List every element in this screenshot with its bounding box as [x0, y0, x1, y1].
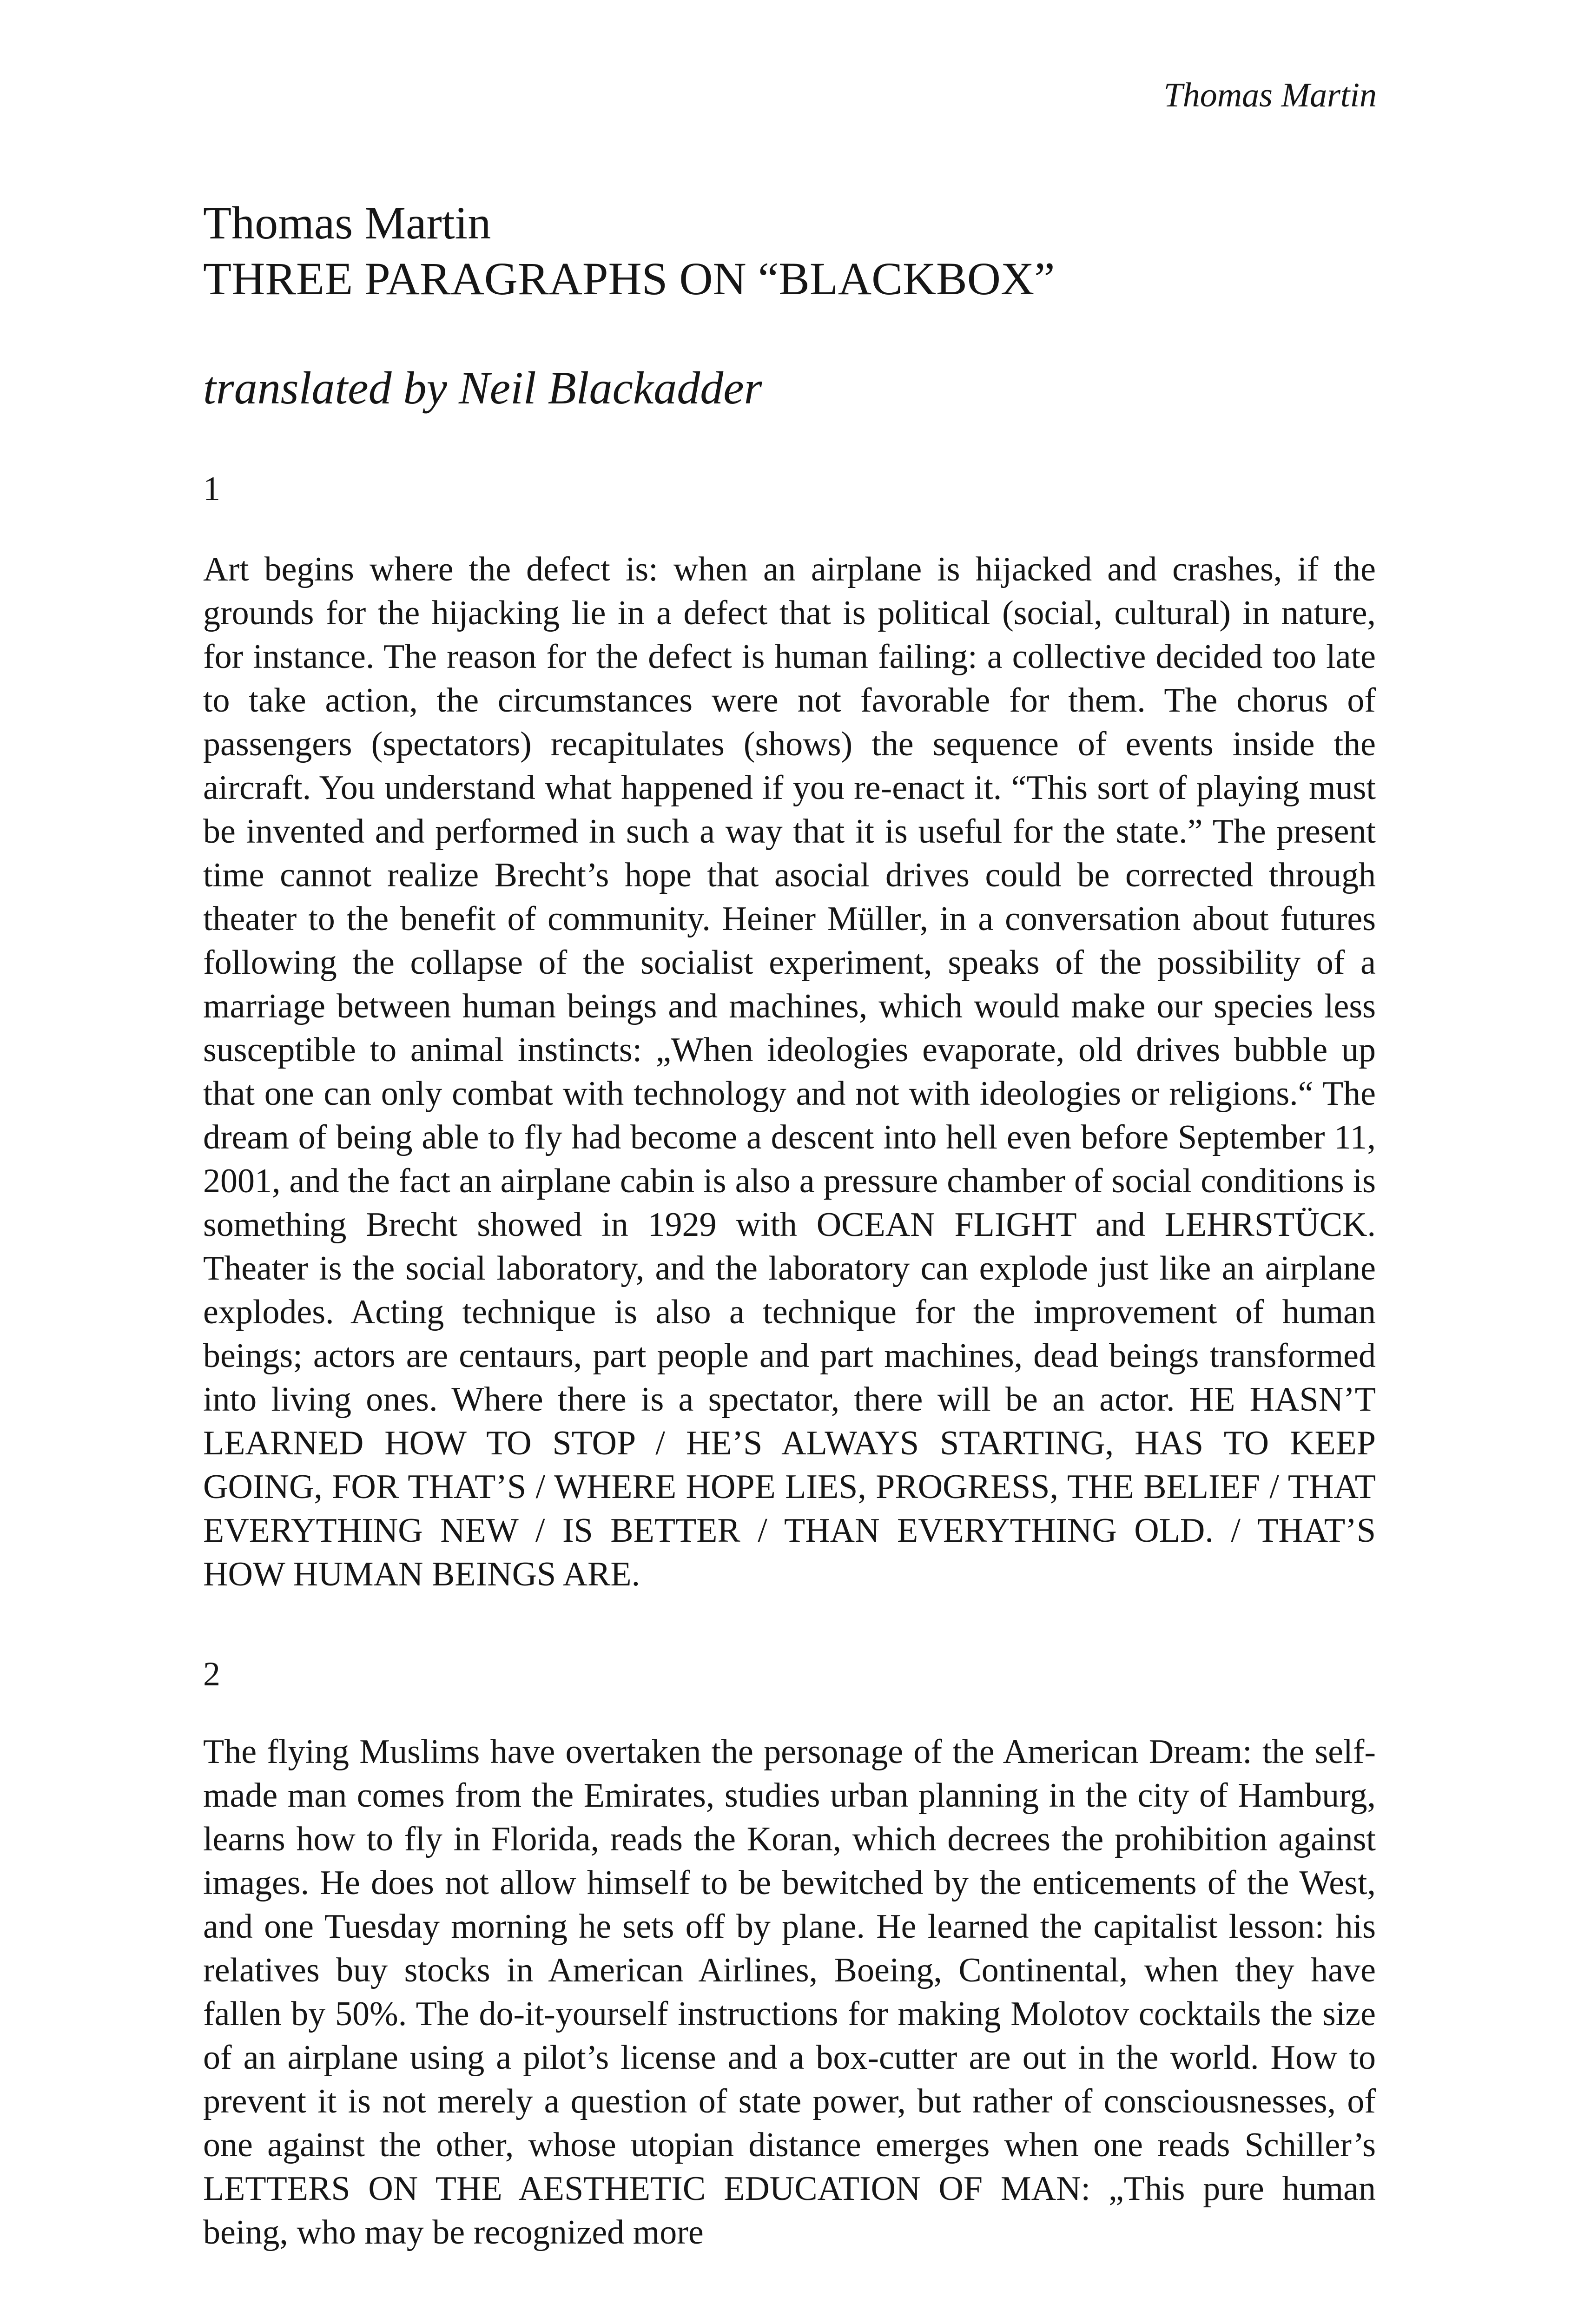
- title-block: [203, 195, 1055, 307]
- running-head: Thomas Martin: [1163, 76, 1377, 114]
- section-number-1: 1: [203, 470, 220, 508]
- section-paragraph-1: Art begins where the defect is: when an airplane is hijacked and crashes, if the grounds for the hijacking lie in a defect that is political (social, cultural) in nature, for instance. The reason for the defect is human failing: a collective decided too late to take action, the circumstances were not favorable for them. The chorus of passengers (spectators) recapitulates (shows) the sequence of events inside the aircraft. You understand what happened if you re-enact it. “This sort of playing must be invented and performed in such a way that it is useful for the state.” The present time cannot realize Brecht’s hope that asocial drives could be corrected through theater to the benefit of community. Heiner Müller, in a conversation about futures following the collapse of the socialist experiment, speaks of the possibility of a marriage between human beings and machines, which would make our species less susceptible to animal instincts: „When ideologies evaporate, old drives bubble up that one can only combat with technology and not with ideologies or religions.“ The dream of being able to fly had become a descent into hell even before September 11, 2001, and the fact an airplane cabin is also a pressure chamber of social conditions is something Brecht showed in 1929 with OCEAN FLIGHT and LEHRSTÜCK. Theater is the social laboratory, and the laboratory can explode just like an airplane explodes. Acting technique is also a technique for the improvement of human beings; actors are centaurs, part people and part machines, dead beings transformed into living ones. Where there is a spectator, there will be an actor. HE HASN’T LEARNED HOW TO STOP / HE’S ALWAYS STARTING, HAS TO KEEP GOING, FOR THAT’S / WHERE HOPE LIES, PROGRESS, THE BELIEF / THAT EVERYTHING NEW / IS BETTER / THAN EVERYTHING OLD. / THAT’S HOW HUMAN BEINGS ARE.: [203, 550, 1376, 1593]
- section-paragraph-2: The flying Muslims have overtaken the personage of the American Dream: the self-made man comes from the Emirates, studies urban planning in the city of Hamburg, learns how to fly in Florida, reads the Koran, which decrees the prohibition against images. He does not allow himself to be bewitched by the enticements of the West, and one Tuesday morning he sets off by plane. He learned the capitalist lesson: his relatives buy stocks in American Airlines, Boeing, Continental, when they have fallen by 50%. The do-it-yourself instructions for making Molotov cocktails the size of an airplane using a pilot’s license and a box-cutter are out in the world. How to prevent it is not merely a question of state power, but rather of consciousnesses, of one against the other, whose utopian distance emerges when one reads Schiller’s LETTERS ON THE AESTHETIC EDUCATION OF MAN: „This pure human being, who may be recognized more: [203, 1733, 1376, 2251]
- article-title: THREE PARAGRAPHS ON “BLACKBOX”: [203, 253, 1055, 304]
- translator-credit: translated by Neil Blackadder: [203, 362, 762, 414]
- article-author: Thomas Martin: [203, 197, 491, 249]
- section-number-2: 2: [203, 1655, 220, 1693]
